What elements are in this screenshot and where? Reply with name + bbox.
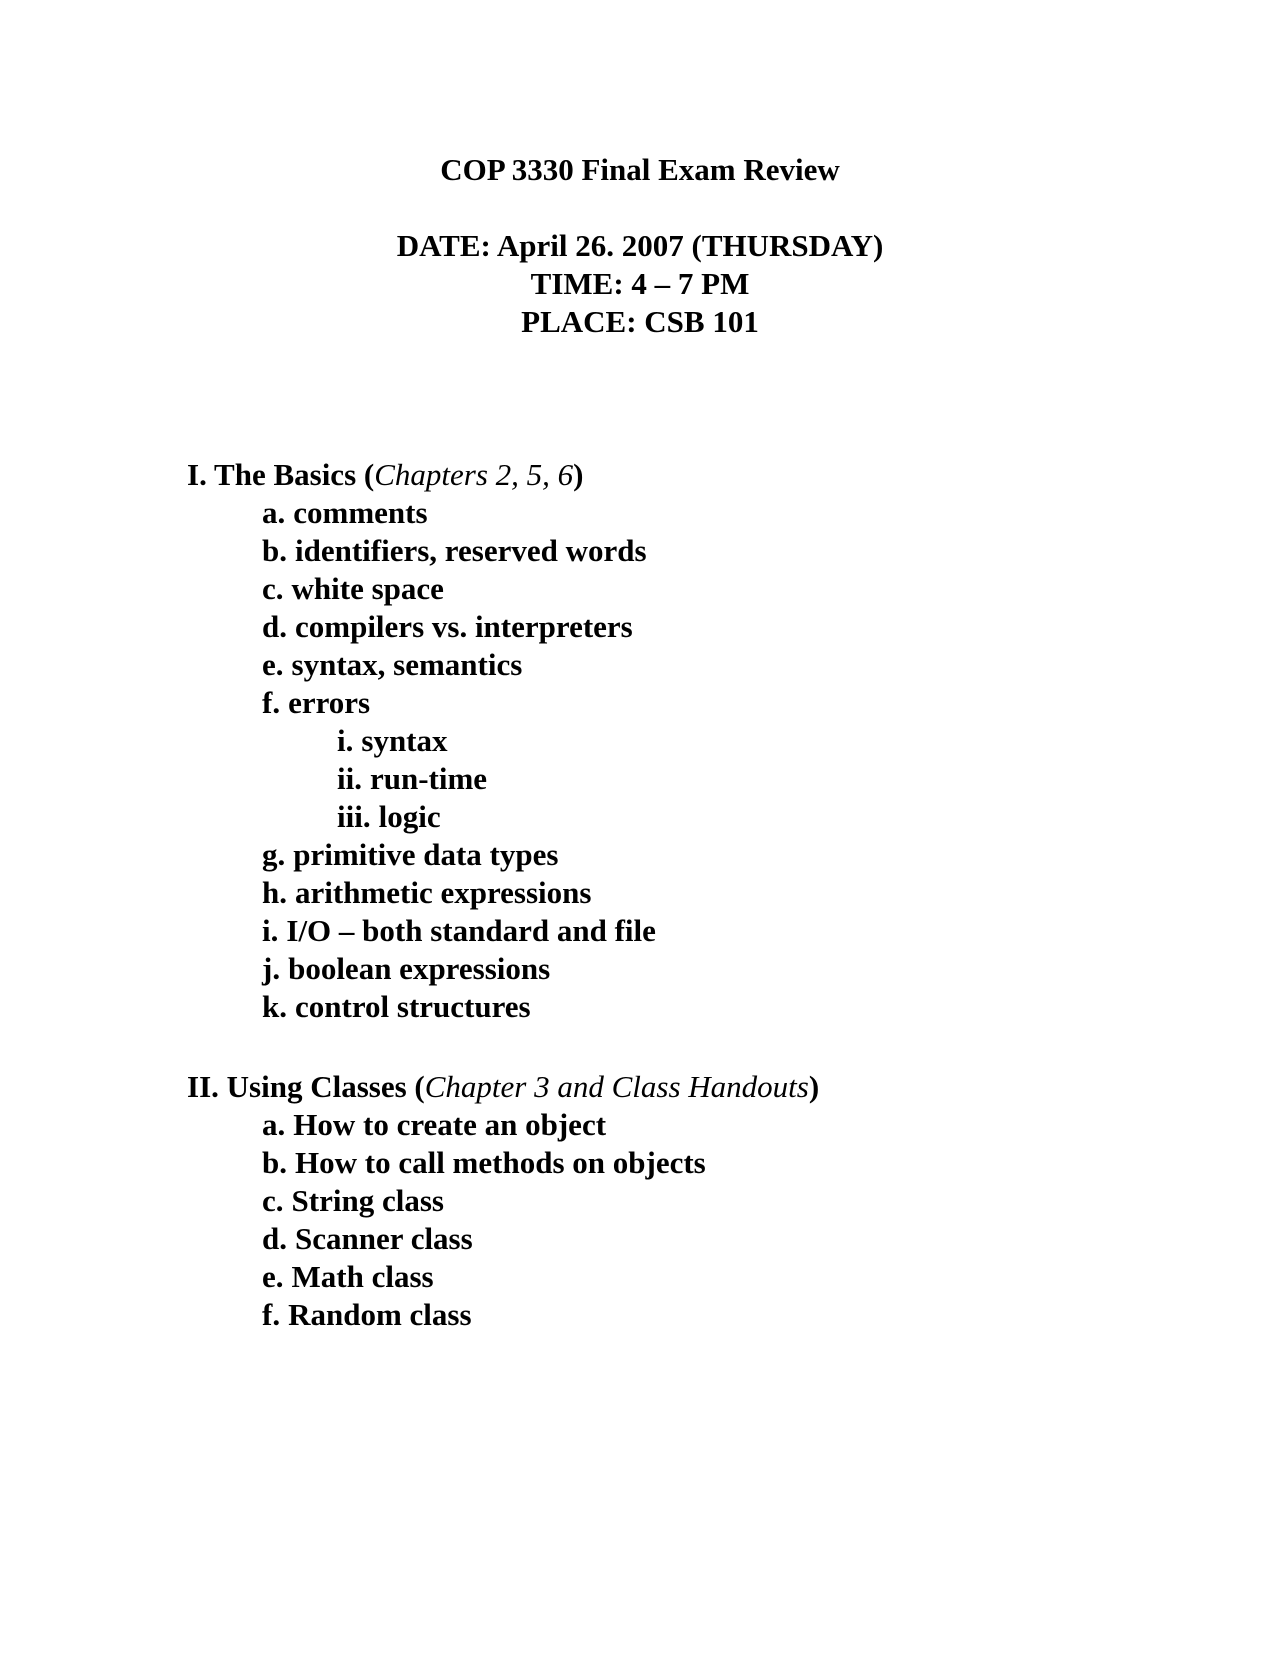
- list-item: [187, 988, 1187, 1026]
- item-text: run-time: [369, 761, 488, 796]
- item-text: syntax: [361, 723, 448, 758]
- item-marker: b.: [262, 533, 287, 568]
- item-marker: d.: [262, 1221, 287, 1256]
- item-marker: ii.: [337, 761, 362, 796]
- section-basics: [187, 456, 1187, 1026]
- section-using-classes: [187, 1068, 1187, 1334]
- item-text: white space: [291, 571, 444, 606]
- item-text: errors: [288, 685, 371, 720]
- list-item: [187, 608, 1187, 646]
- list-item: [187, 1258, 1187, 1296]
- close-paren: ): [808, 1069, 820, 1104]
- item-text: primitive data types: [293, 837, 559, 872]
- open-paren: (: [363, 457, 375, 492]
- list-item: [187, 1182, 1187, 1220]
- list-item: [187, 1144, 1187, 1182]
- item-marker: a.: [262, 1107, 286, 1142]
- section-heading: [187, 456, 1187, 494]
- list-item: [187, 570, 1187, 608]
- item-marker: i.: [337, 723, 354, 758]
- document-title: COP 3330 Final Exam Review: [440, 152, 840, 187]
- exam-details: [0, 227, 1280, 341]
- item-marker: c.: [262, 1183, 284, 1218]
- list-item: [187, 532, 1187, 570]
- item-text: I/O – both standard and file: [286, 913, 656, 948]
- item-marker: j.: [262, 951, 281, 986]
- item-text: arithmetic expressions: [295, 875, 592, 910]
- item-marker: h.: [262, 875, 287, 910]
- item-text: identifiers, reserved words: [295, 533, 647, 568]
- item-text: Math class: [291, 1259, 434, 1294]
- item-marker: e.: [262, 647, 284, 682]
- item-marker: g.: [262, 837, 286, 872]
- item-marker: i.: [262, 913, 279, 948]
- item-text: Random class: [288, 1297, 472, 1332]
- item-text: How to create an object: [293, 1107, 607, 1142]
- list-item: [187, 1220, 1187, 1258]
- item-text: logic: [378, 799, 441, 834]
- sub-list-item: [187, 798, 1187, 836]
- section-title: Using Classes: [226, 1069, 407, 1104]
- item-marker: f.: [262, 685, 281, 720]
- exam-date: DATE: April 26. 2007 (THURSDAY): [396, 228, 884, 263]
- item-marker: k.: [262, 989, 287, 1024]
- item-marker: iii.: [337, 799, 371, 834]
- section-chapters: Chapter 3 and Class Handouts: [424, 1069, 809, 1104]
- sub-list-item: [187, 760, 1187, 798]
- list-item: [187, 874, 1187, 912]
- item-marker: f.: [262, 1297, 281, 1332]
- list-item: [187, 950, 1187, 988]
- sub-list-item: [187, 722, 1187, 760]
- section-title: The Basics: [214, 457, 357, 492]
- list-item: [187, 646, 1187, 684]
- list-item: [187, 836, 1187, 874]
- item-text: compilers vs. interpreters: [295, 609, 633, 644]
- item-text: control structures: [295, 989, 531, 1024]
- item-marker: e.: [262, 1259, 284, 1294]
- item-text: comments: [293, 495, 428, 530]
- section-heading: [187, 1068, 1187, 1106]
- exam-place: PLACE: CSB 101: [521, 304, 759, 339]
- close-paren: ): [573, 457, 584, 492]
- item-marker: a.: [262, 495, 286, 530]
- item-marker: d.: [262, 609, 287, 644]
- list-item: [187, 912, 1187, 950]
- item-marker: b.: [262, 1145, 287, 1180]
- list-item: [187, 1296, 1187, 1334]
- list-item: [187, 684, 1187, 722]
- item-text: String class: [291, 1183, 444, 1218]
- item-text: boolean expressions: [288, 951, 551, 986]
- exam-time: TIME: 4 – 7 PM: [530, 266, 750, 301]
- item-text: Scanner class: [295, 1221, 473, 1256]
- item-text: How to call methods on objects: [295, 1145, 706, 1180]
- section-numeral: I.: [187, 457, 207, 492]
- list-item: [187, 1106, 1187, 1144]
- item-marker: c.: [262, 571, 284, 606]
- section-chapters: Chapters 2, 5, 6: [374, 457, 574, 492]
- open-paren: (: [414, 1069, 425, 1104]
- item-text: syntax, semantics: [291, 647, 523, 682]
- section-numeral: II.: [187, 1069, 219, 1104]
- list-item: [187, 494, 1187, 532]
